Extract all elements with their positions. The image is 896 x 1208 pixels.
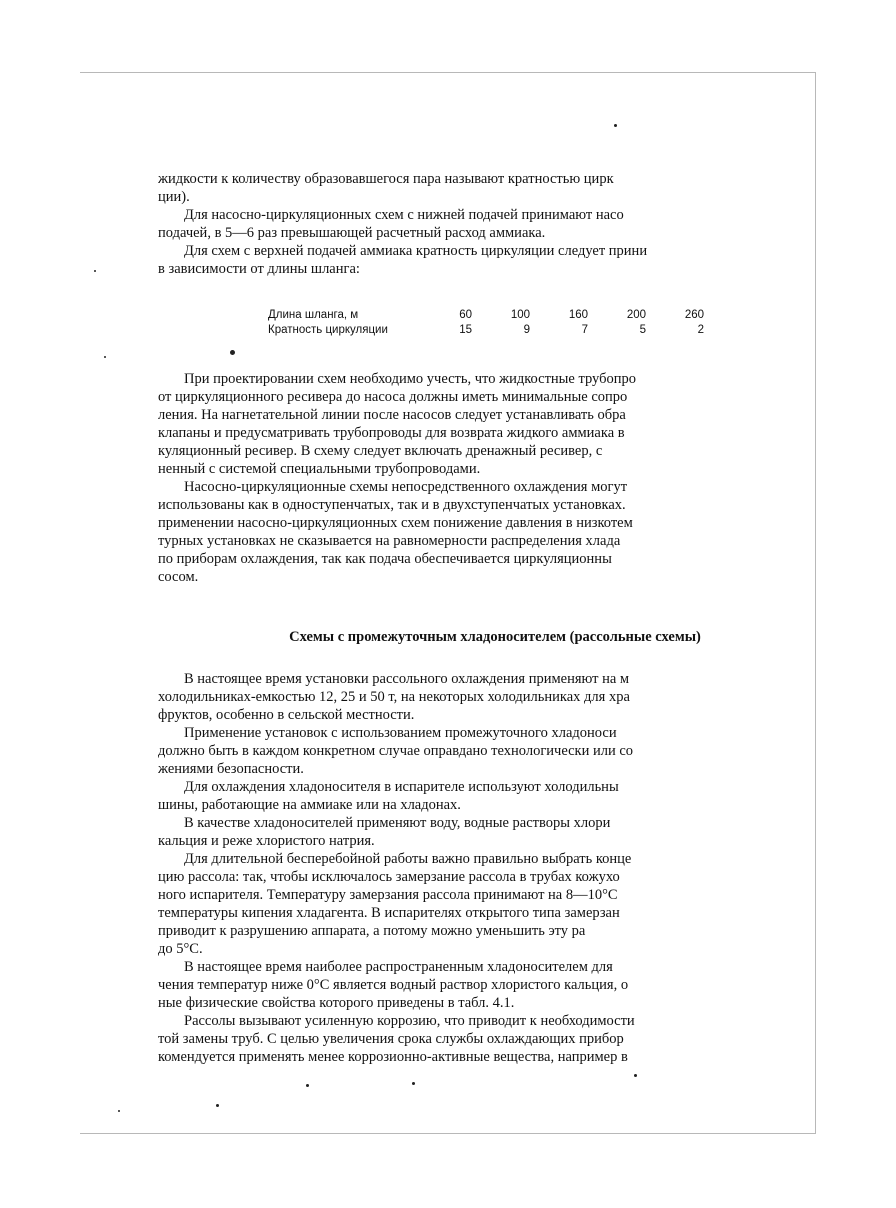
- scan-speck: [306, 1084, 309, 1087]
- scan-speck: [216, 1104, 219, 1107]
- text-line: ного испарителя. Температуру замерзания рассола принимают на 8—10°C: [158, 887, 618, 903]
- text-line: той замены труб. С целью увеличения срока службы охлаждающих прибор: [158, 1031, 624, 1047]
- text-line: В качестве хладоносителей применяют воду, водные растворы хлори: [184, 815, 611, 831]
- table-cell: 9: [523, 324, 530, 336]
- paragraph: [158, 724, 792, 778]
- text-line: подачей, в 5—6 раз превышающей расчетный расход аммиака.: [158, 225, 546, 241]
- table-cell: 160: [568, 309, 588, 321]
- text-line: В настоящее время установки рассольного охлаждения применяют на м: [184, 671, 630, 687]
- hose-length-table: [268, 308, 792, 338]
- paragraph: [158, 370, 792, 478]
- text-line: цию рассола: так, чтобы исключалось замерзание рассола в трубах кожухо: [158, 869, 620, 885]
- text-line: чения температур ниже 0°C является водный раствор хлористого кальция, о: [158, 977, 629, 993]
- text-line: жениями безопасности.: [158, 761, 304, 777]
- table-cell: 260: [684, 309, 704, 321]
- table-cell: 15: [459, 324, 472, 336]
- table-cell: 5: [639, 324, 646, 336]
- text-line: ления. На нагнетательной линии после насосов следует устанавливать обра: [158, 407, 626, 423]
- table-row-label: Кратность циркуляции: [268, 324, 388, 336]
- scan-speck: [634, 1074, 637, 1077]
- paragraph: [158, 814, 792, 850]
- text-line: Рассолы вызывают усиленную коррозию, что приводит к необходимости: [184, 1013, 635, 1029]
- paragraph: [158, 242, 792, 278]
- text-line: Для длительной бесперебойной работы важно правильно выбрать конце: [184, 851, 632, 867]
- table-row: [268, 323, 792, 338]
- text-line: Для насосно-циркуляционных схем с нижней подачей принимают насо: [184, 207, 624, 223]
- text-line: жидкости к количеству образовавшегося пара называют кратностью цирк: [158, 171, 614, 187]
- text-line: Применение установок с использованием промежуточного хладоноси: [184, 725, 617, 741]
- paragraph: [158, 1012, 792, 1066]
- text-line: применении насосно-циркуляционных схем понижение давления в низкотем: [158, 515, 633, 531]
- page-content: [158, 170, 792, 1066]
- text-line: до 5°C.: [158, 941, 203, 957]
- text-line: сосом.: [158, 569, 199, 585]
- text-line: шины, работающие на аммиаке или на хладонах.: [158, 797, 461, 813]
- text-line: должно быть в каждом конкретном случае оправдано технологически или со: [158, 743, 634, 759]
- paragraph: [158, 670, 792, 724]
- paragraph: [158, 958, 792, 1012]
- text-line: куляционный ресивер. В схему следует включать дренажный ресивер, с: [158, 443, 603, 459]
- scan-speck: [118, 1110, 120, 1112]
- table-cell: 200: [626, 309, 646, 321]
- text-line: от циркуляционного ресивера до насоса должны иметь минимальные сопро: [158, 389, 628, 405]
- scan-speck: [614, 124, 617, 127]
- scan-speck: [412, 1082, 415, 1085]
- section-heading: Схемы с промежуточным хладоносителем (рассольные схемы): [289, 629, 701, 645]
- text-line: фруктов, особенно в сельской местности.: [158, 707, 415, 723]
- paragraph: [158, 778, 792, 814]
- table-cell: 7: [581, 324, 588, 336]
- scan-speck: [94, 270, 96, 272]
- paragraph: [158, 478, 792, 586]
- text-line: турных установках не сказывается на равномерности распределения хлада: [158, 533, 621, 549]
- paragraph: [158, 170, 792, 206]
- text-line: В настоящее время наиболее распространенным хладоносителем для: [184, 959, 613, 975]
- text-line: использованы как в одноступенчатых, так и в двухступенчатых установках.: [158, 497, 626, 513]
- scan-speck: [230, 350, 235, 355]
- paragraph: [158, 206, 792, 242]
- scan-speck: [104, 356, 106, 358]
- text-line: приводит к разрушению аппарата, а потому можно уменьшить эту ра: [158, 923, 586, 939]
- text-line: ции).: [158, 189, 190, 205]
- table-cell: 2: [697, 324, 704, 336]
- text-line: ненный с системой специальными трубопроводами.: [158, 461, 481, 477]
- text-line: температуры кипения хладагента. В испарителях открытого типа замерзан: [158, 905, 620, 921]
- text-line: Для охлаждения хладоносителя в испарителе используют холодильны: [184, 779, 619, 795]
- text-line: по приборам охлаждения, так как подача обеспечивается циркуляционны: [158, 551, 612, 567]
- top-paragraphs: [158, 170, 792, 278]
- text-line: Насосно-циркуляционные схемы непосредственного охлаждения могут: [184, 479, 628, 495]
- table-cell: 100: [510, 309, 530, 321]
- table-row-label: Длина шланга, м: [268, 309, 359, 321]
- table-cell: 60: [459, 309, 472, 321]
- text-line: в зависимости от длины шланга:: [158, 261, 360, 277]
- table-row: [268, 308, 792, 323]
- text-line: холодильниках-емкостью 12, 25 и 50 т, на некоторых холодильниках для хра: [158, 689, 630, 705]
- bottom-paragraphs: [158, 670, 792, 1066]
- text-line: кальция и реже хлористого натрия.: [158, 833, 375, 849]
- text-line: клапаны и предусматривать трубопроводы для возврата жидкого аммиака в: [158, 425, 625, 441]
- text-line: Для схем с верхней подачей аммиака кратность циркуляции следует прини: [184, 243, 648, 259]
- middle-paragraphs: [158, 370, 792, 586]
- text-line: ные физические свойства которого приведены в табл. 4.1.: [158, 995, 515, 1011]
- text-line: При проектировании схем необходимо учесть, что жидкостные трубопро: [184, 371, 636, 387]
- paragraph: [158, 850, 792, 958]
- text-line: комендуется применять менее коррозионно-активные вещества, например в: [158, 1049, 628, 1065]
